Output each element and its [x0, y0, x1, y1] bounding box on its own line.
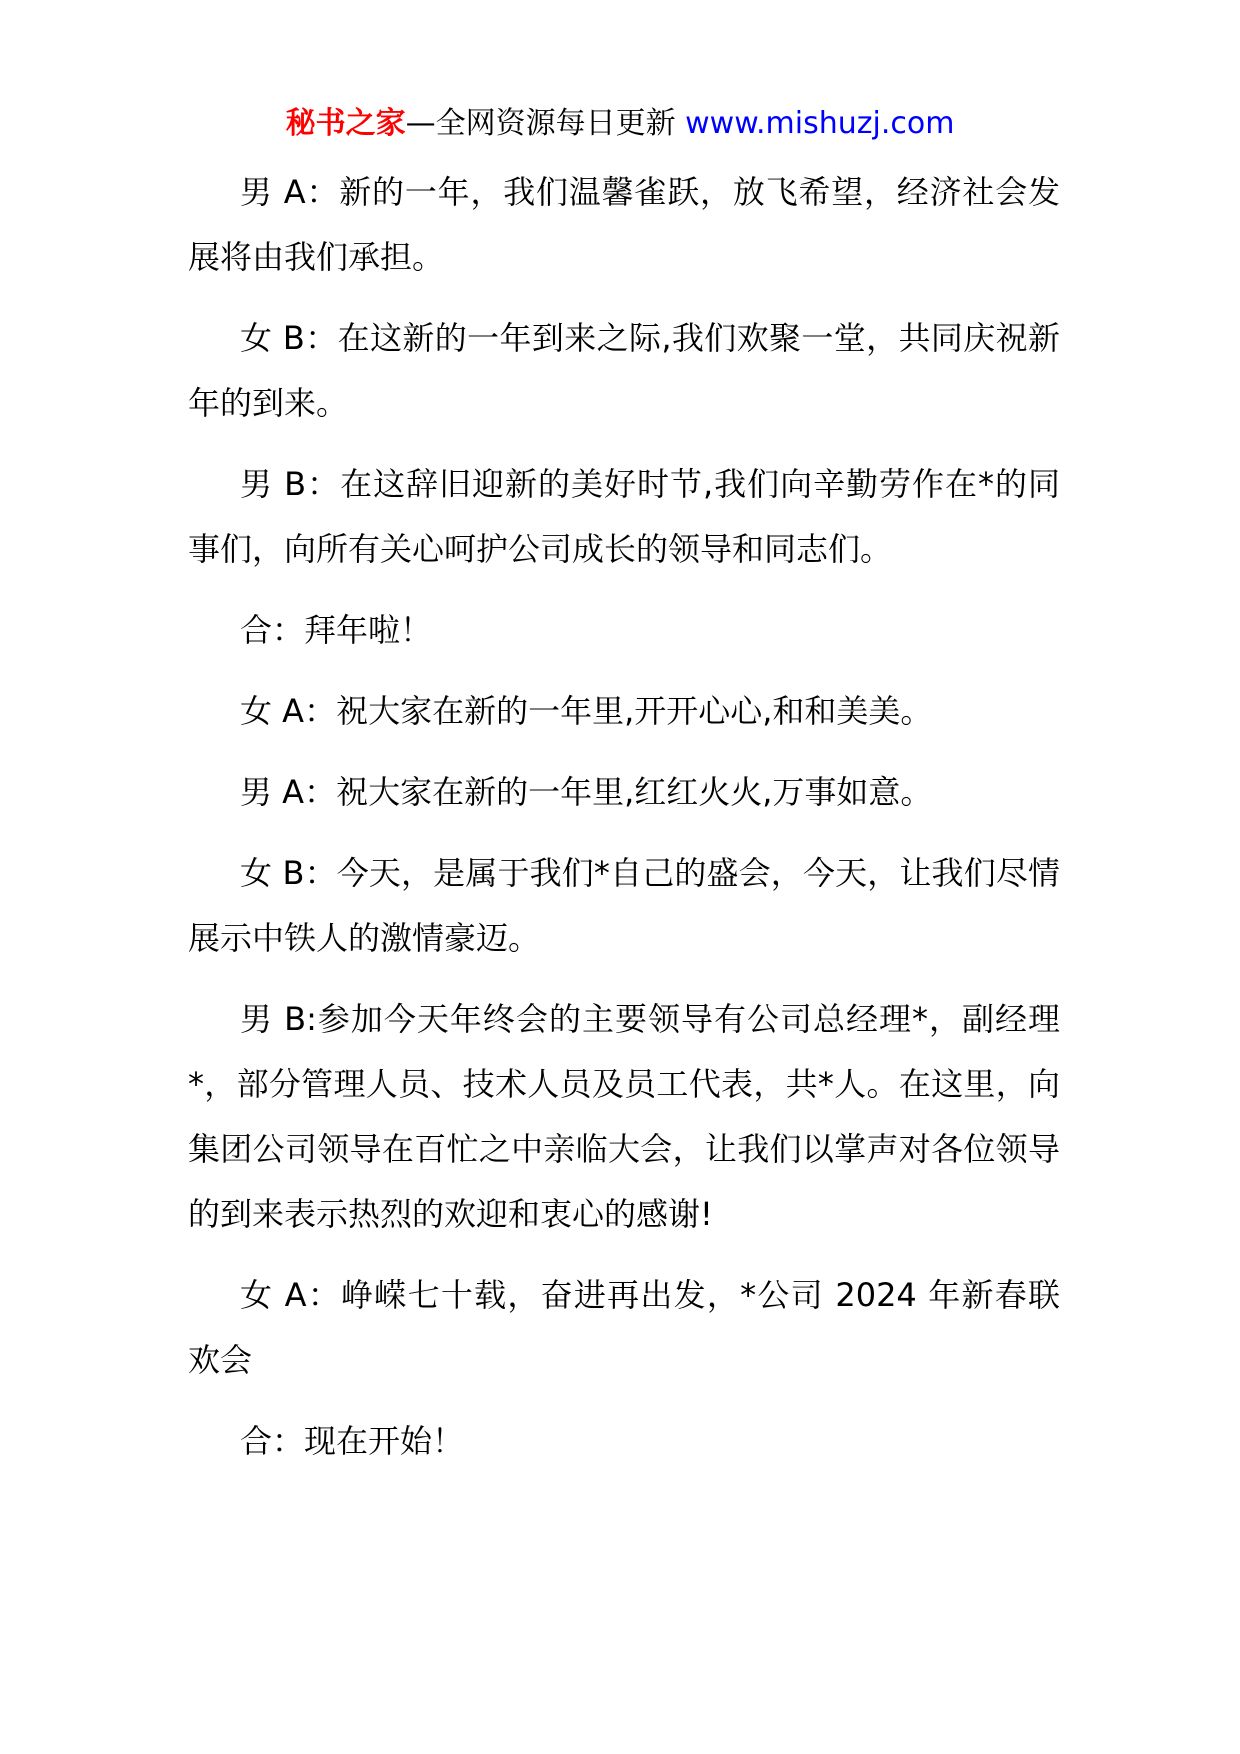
script-line: 女 B：在这新的一年到来之际,我们欢聚一堂，共同庆祝新年的到来。 [188, 319, 1060, 422]
page-header [0, 100, 1240, 148]
script-line: 男 A：新的一年，我们温馨雀跃，放飞希望，经济社会发展将由我们承担。 [188, 173, 1060, 276]
script-line: 合：拜年啦！ [240, 611, 433, 649]
script-line: 女 A：祝大家在新的一年里,开开心心,和和美美。 [240, 692, 933, 730]
script-line: 合：现在开始！ [240, 1422, 465, 1460]
script-line: 女 A：峥嵘七十载，奋进再出发，*公司 2024 年新春联欢会 [188, 1276, 1060, 1379]
script-line: 男 A：祝大家在新的一年里,红红火火,万事如意。 [240, 773, 933, 811]
header-tagline: —全网资源每日更新 [405, 106, 686, 141]
brand-name: 秘书之家 [285, 106, 406, 141]
script-line: 女 B：今天，是属于我们*自己的盛会，今天，让我们尽情展示中铁人的激情豪迈。 [188, 854, 1060, 957]
script-line: 男 B:参加今天年终会的主要领导有公司总经理*，副经理*，部分管理人员、技术人员及员工代表，共*人。在这里，向集团公司领导在百忙之中亲临大会，让我们以掌声对各位领导的到来表示热烈的欢迎和衷心的感谢! [188, 1000, 1060, 1233]
script-line: 男 B：在这辞旧迎新的美好时节,我们向辛勤劳作在*的同事们，向所有关心呵护公司成长的领导和同志们。 [188, 465, 1060, 568]
document-body [188, 160, 1060, 1490]
website-link[interactable]: www.mishuzj.com [685, 106, 955, 141]
